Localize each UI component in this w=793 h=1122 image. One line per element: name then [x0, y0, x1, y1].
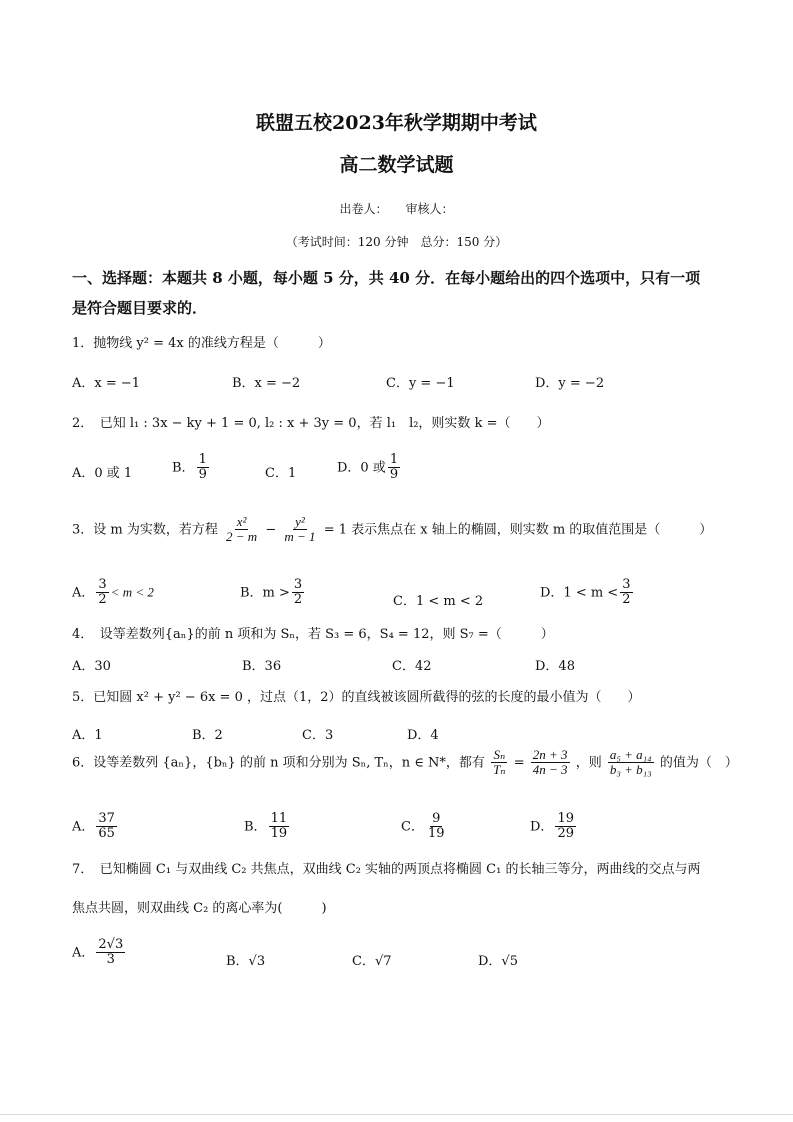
section-heading-line1: 一、选择题：本题共 8 小题，每小题 5 分，共 40 分．在每小题给出的四个选项中，只有一项	[72, 269, 701, 287]
exam-info: （考试时间：120 分钟 总分：150 分）	[285, 235, 508, 249]
q3-option-c: C．1 < m < 2	[393, 594, 484, 609]
q6-option-d: D． $\frac{19}{29}$	[530, 811, 574, 842]
q4-option-c: C．42	[392, 659, 432, 674]
q5-option-b: B．2	[192, 728, 223, 743]
q6-option-b: B． $\frac{11}{19}$	[244, 811, 288, 842]
q1-option-c: C．y = −1	[386, 376, 455, 391]
question-5: 5．已知圆 x² + y² − 6x = 0 ，过点（1，2）的直线被该圆所截得的弦的长度的最小值为（ ）	[72, 690, 641, 705]
q7-option-b: B．√3	[226, 954, 266, 969]
q2-option-d: D．0 或 $\frac{1}{9}$	[337, 452, 399, 483]
question-1: 1．抛物线 y² = 4x 的准线方程是（ ）	[72, 336, 331, 351]
question-6: 6．设等差数列 {aₙ}，{bₙ} 的前 n 项和分别为 Sₙ, Tₙ，n ∈ N*，都有 $\frac{\text{Sₙ}}{\text{Tₙ}}$ = $\frac{2n + 3}{4n - 3}$ ，则 $\frac{\text{a₅ + a₁₄}}{\text{b₃ + b₁₃}}$ 的值为（ ）	[72, 747, 738, 778]
q2-option-a: A．0 或 1	[72, 466, 133, 481]
q4-option-d: D．48	[535, 659, 575, 674]
question-4: 4． 设等差数列{aₙ}的前 n 项和为 Sₙ，若 S₃ = 6，S₄ = 12，则 S₇ =（ ）	[72, 627, 554, 642]
q3-option-a: A． $\frac{3}{2}$ < m < 2	[72, 577, 154, 608]
q4-option-b: B．36	[242, 659, 282, 674]
question-3: 3．设 m 为实数，若方程 $\frac{\text{x²}}{2 - m}$ − $\frac{\text{y²}}{m - 1}$ = 1 表示焦点在 x 轴上的椭圆，则实数 m 的取值范围是（ ）	[72, 514, 713, 545]
section-heading-line2: 是符合题目要求的．	[72, 299, 208, 317]
q1-option-d: D．y = −2	[535, 376, 605, 391]
exam-title: 联盟五校2023年秋学期期中考试	[256, 112, 537, 134]
question-2: 2． 已知 l₁ : 3x − ky + 1 = 0, l₂ : x + 3y = 0，若 l₁ l₂，则实数 k =（ ）	[72, 416, 550, 431]
q5-option-d: D．4	[407, 728, 439, 743]
q4-option-a: A．30	[72, 659, 111, 674]
q7-option-c: C．√7	[352, 954, 392, 969]
question-7-line1: 7． 已知椭圆 C₁ 与双曲线 C₂ 共焦点，双曲线 C₂ 实轴的两顶点将椭圆 C₁ 的长轴三等分，两曲线的交点与两	[72, 862, 701, 877]
q2-option-b: B． $\frac{1}{9}$	[172, 452, 207, 483]
q6-option-a: A． $\frac{37}{65}$	[72, 811, 115, 842]
q6-option-c: C． $\frac{9}{19}$	[401, 811, 445, 842]
q5-option-c: C．3	[302, 728, 334, 743]
q1-option-b: B．x = −2	[232, 376, 301, 391]
page-bottom-rule	[0, 1114, 793, 1115]
q1-option-a: A．x = −1	[72, 376, 141, 391]
exam-subtitle: 高二数学试题	[339, 154, 454, 176]
q7-option-a: A． $\frac{2√3}{3}$	[72, 937, 124, 968]
q3-option-d: D．1 < m < $\frac{3}{2}$	[540, 577, 631, 608]
q7-option-d: D．√5	[478, 954, 518, 969]
q5-option-a: A．1	[72, 728, 103, 743]
q2-option-c: C．1	[265, 466, 297, 481]
q3-option-b: B．m > $\frac{3}{2}$	[240, 577, 303, 608]
authors-line: 出卷人： 审核人：	[339, 202, 454, 216]
question-7-line2: 焦点共圆，则双曲线 C₂ 的离心率为( )	[72, 901, 327, 916]
